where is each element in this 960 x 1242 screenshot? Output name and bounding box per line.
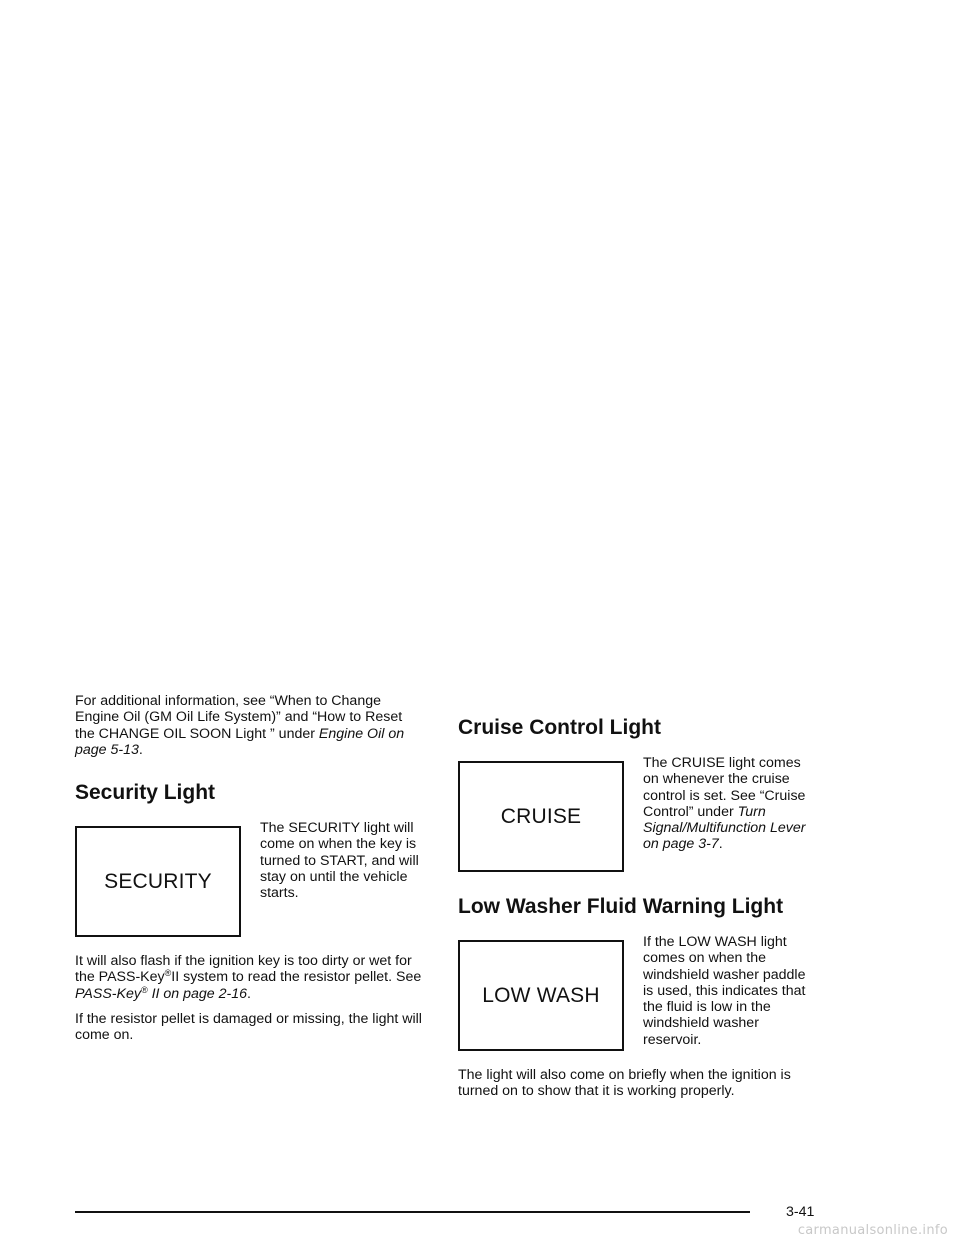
intro-text: For additional information, see “When to Change Engine Oil (GM Oil Life System)” and “How to Reset the CHANGE OIL SOON Light ” under [75, 693, 403, 742]
cruise-indicator: CRUISE [458, 761, 624, 872]
pass-key-link-a: PASS-Key [75, 985, 141, 1002]
security-flash-paragraph [75, 953, 425, 1002]
security-row [75, 820, 425, 937]
cruise-end: . [718, 836, 723, 853]
flash-end: . [247, 985, 251, 1002]
registered-mark: ® [164, 968, 172, 979]
resistor-paragraph: If the resistor pellet is damaged or missing, the light will come on. [75, 1011, 422, 1044]
cruise-description [643, 755, 808, 853]
watermark: carmanualsonline.info [797, 1223, 948, 1238]
security-description: The SECURITY light will come on when the key is turned to START, and will stay on until the vehicle starts. [260, 820, 419, 902]
wash-row [458, 934, 808, 1051]
pass-key-link-b: II on page 2-16 [147, 985, 248, 1002]
page-number: 3-41 [786, 1204, 815, 1220]
intro-end: . [138, 741, 143, 758]
turn-signal-link[interactable]: Turn Signal/Multifunction Lever on page 3-7 [643, 803, 806, 853]
security-indicator: SECURITY [75, 826, 241, 937]
security-heading: Security Light [75, 781, 216, 805]
cruise-text: The CRUISE light comes on whenever the cruise control is set. See “Cruise Control” under [643, 755, 806, 820]
left-column [75, 693, 425, 1044]
low-wash-description: If the LOW WASH light comes on when the windshield washer paddle is used, this indicates that the fluid is low in the windshield washer reservoir. [643, 934, 806, 1048]
flash-text-b: II system to read the resistor pellet. See [171, 969, 422, 986]
low-wash-indicator: LOW WASH [458, 940, 624, 1051]
low-washer-heading: Low Washer Fluid Warning Light [458, 895, 784, 918]
cruise-row [458, 755, 808, 872]
low-wash-paragraph: The light will also come on briefly when the ignition is turned on to show that it is working properly. [458, 1067, 791, 1100]
cruise-heading: Cruise Control Light [458, 716, 661, 739]
pass-key-registered-mark: ® [140, 984, 148, 995]
footer-rule [75, 1211, 750, 1213]
flash-text-a: It will also flash if the ignition key is too dirty or wet for the PASS-Key [75, 953, 412, 986]
engine-oil-link[interactable]: Engine Oil on page 5-13 [75, 725, 405, 758]
intro-paragraph [75, 693, 425, 758]
pass-key-link[interactable] [75, 986, 247, 1002]
right-column [458, 715, 808, 1100]
